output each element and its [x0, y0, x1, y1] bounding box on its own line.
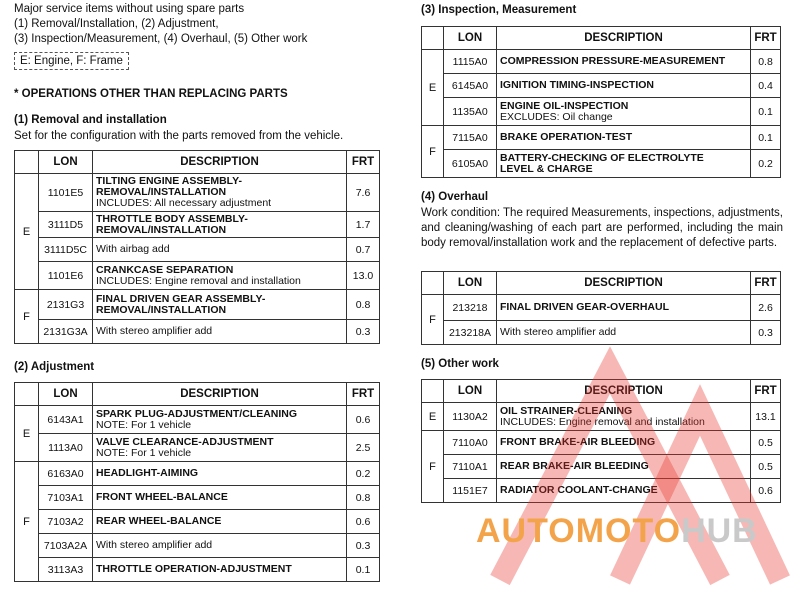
description-note: With airbag add [96, 243, 170, 255]
intro-text [14, 2, 307, 47]
table-header-row [15, 151, 380, 174]
lon-cell: 7103A2A [39, 534, 93, 558]
description-cell [93, 434, 347, 462]
category-cell: E [15, 174, 39, 290]
table-row [422, 431, 781, 455]
description-note: With stereo amplifier add [500, 326, 617, 338]
table-row [15, 212, 380, 238]
category-cell: F [422, 431, 444, 503]
description-note: EXCLUDES: Oil change [500, 110, 613, 123]
header-frt: FRT [347, 151, 380, 174]
description-cell [497, 455, 751, 479]
category-cell: F [422, 295, 444, 345]
description-main: FINAL DRIVEN GEAR ASSEMBLY- [96, 292, 266, 305]
table-row [422, 321, 781, 345]
description-cell [93, 262, 347, 290]
intro-line-1: Major service items without using spare parts [14, 3, 245, 15]
description-main: THROTTLE BODY ASSEMBLY- [96, 212, 248, 225]
description-cell [497, 431, 751, 455]
table-row [422, 98, 781, 126]
description-note: With stereo amplifier add [96, 325, 213, 337]
category-cell: E [422, 403, 444, 431]
description-note: INCLUDES: Engine removal and installation [500, 415, 705, 428]
section-5-title: (5) Other work [421, 358, 499, 370]
description-main: BRAKE OPERATION-TEST [500, 131, 633, 143]
description-main: COMPRESSION PRESSURE-MEASUREMENT [500, 55, 726, 67]
lon-cell: 6145A0 [444, 74, 497, 98]
category-cell: E [15, 406, 39, 462]
frt-cell: 0.2 [347, 462, 380, 486]
description-main-2: REMOVAL/INSTALLATION [96, 223, 227, 236]
watermark-text [476, 512, 758, 551]
frt-cell: 0.1 [751, 98, 781, 126]
frt-cell: 0.3 [751, 321, 781, 345]
description-main: REAR WHEEL-BALANCE [96, 515, 222, 527]
lon-cell: 1151E7 [444, 479, 497, 503]
removal-installation-table [14, 150, 380, 344]
description-main: IGNITION TIMING-INSPECTION [500, 79, 654, 91]
lon-cell: 1113A0 [39, 434, 93, 462]
section-3-title: (3) Inspection, Measurement [421, 4, 577, 16]
section-1-note: Set for the configuration with the parts removed from the vehicle. [14, 130, 344, 142]
table-row [15, 238, 380, 262]
lon-cell: 2131G3A [39, 320, 93, 344]
section-2-title: (2) Adjustment [14, 361, 95, 373]
table-row [422, 295, 781, 321]
description-main-2: LEVEL & CHARGE [500, 162, 593, 175]
frt-cell: 1.7 [347, 212, 380, 238]
description-cell [93, 238, 347, 262]
description-main: REAR BRAKE-AIR BLEEDING [500, 460, 649, 472]
frt-cell: 0.8 [751, 50, 781, 74]
lon-cell: 3113A3 [39, 558, 93, 582]
description-main-2: REMOVAL/INSTALLATION [96, 186, 227, 198]
description-main: VALVE CLEARANCE-ADJUSTMENT [96, 435, 274, 448]
description-cell [497, 479, 751, 503]
table-header-row [15, 383, 380, 406]
description-cell [93, 510, 347, 534]
frt-cell: 0.5 [751, 455, 781, 479]
description-cell [497, 126, 751, 150]
lon-cell: 213218A [444, 321, 497, 345]
other-work-table [421, 379, 781, 503]
frt-cell: 0.3 [347, 534, 380, 558]
lon-cell: 1101E6 [39, 262, 93, 290]
table-header-row [422, 380, 781, 403]
header-lon: LON [444, 27, 497, 50]
description-main: RADIATOR COOLANT-CHANGE [500, 484, 658, 496]
lon-cell: 213218 [444, 295, 497, 321]
frt-cell: 2.6 [751, 295, 781, 321]
table-row [422, 74, 781, 98]
section-4-title: (4) Overhaul [421, 191, 489, 203]
table-row [15, 406, 380, 434]
header-cat [15, 151, 39, 174]
header-description: DESCRIPTION [93, 151, 347, 174]
adjustment-table [14, 382, 380, 582]
table-row [422, 403, 781, 431]
table-row [422, 455, 781, 479]
description-cell [497, 98, 751, 126]
main-heading: * OPERATIONS OTHER THAN REPLACING PARTS [14, 88, 288, 100]
intro-line-3: (3) Inspection/Measurement, (4) Overhaul, (5) Other work [14, 33, 308, 45]
frt-cell: 0.6 [347, 406, 380, 434]
frt-cell: 0.4 [751, 74, 781, 98]
category-cell: E [422, 50, 444, 126]
header-description: DESCRIPTION [497, 380, 751, 403]
frt-cell: 0.1 [751, 126, 781, 150]
description-main-2: REMOVAL/INSTALLATION [96, 303, 227, 316]
header-lon: LON [444, 272, 497, 295]
description-main: CRANKCASE SEPARATION [96, 263, 234, 276]
intro-line-2: (1) Removal/Installation, (2) Adjustment, [14, 18, 219, 30]
header-cat [422, 272, 444, 295]
description-cell [497, 321, 751, 345]
description-main: OIL STRAINER-CLEANING [500, 404, 633, 417]
description-cell [93, 174, 347, 212]
table-row [15, 320, 380, 344]
table-row [15, 462, 380, 486]
table-row [422, 50, 781, 74]
description-cell [497, 50, 751, 74]
description-cell [93, 320, 347, 344]
description-main: HEADLIGHT-AIMING [96, 467, 199, 479]
description-note: INCLUDES: Engine removal and installation [96, 274, 301, 287]
category-cell: F [422, 126, 444, 178]
lon-cell: 3111D5 [39, 212, 93, 238]
table-header-row [422, 272, 781, 295]
frt-cell: 13.1 [751, 403, 781, 431]
frt-cell: 0.3 [347, 320, 380, 344]
description-cell [497, 150, 751, 178]
table-row [15, 434, 380, 462]
table-row [422, 150, 781, 178]
frt-cell: 2.5 [347, 434, 380, 462]
description-main: FINAL DRIVEN GEAR-OVERHAUL [500, 301, 669, 313]
description-cell [497, 295, 751, 321]
description-cell [93, 462, 347, 486]
header-cat [422, 27, 444, 50]
lon-cell: 1130A2 [444, 403, 497, 431]
frt-cell: 0.2 [751, 150, 781, 178]
frt-cell: 7.6 [347, 174, 380, 212]
description-main: SPARK PLUG-ADJUSTMENT/CLEANING [96, 407, 298, 420]
watermark-text-part-2: HUB [681, 512, 758, 550]
lon-cell: 7103A1 [39, 486, 93, 510]
watermark-text-part-1: AUTOMOTO [476, 512, 682, 550]
lon-cell: 1101E5 [39, 174, 93, 212]
frt-cell: 0.7 [347, 238, 380, 262]
section-1-title: (1) Removal and installation [14, 114, 167, 126]
lon-cell: 3111D5C [39, 238, 93, 262]
header-description: DESCRIPTION [497, 272, 751, 295]
lon-cell: 1115A0 [444, 50, 497, 74]
frt-cell: 0.5 [751, 431, 781, 455]
description-main: ENGINE OIL-INSPECTION [500, 99, 629, 112]
header-description: DESCRIPTION [93, 383, 347, 406]
description-note: INCLUDES: All necessary adjustment [96, 197, 272, 209]
description-note: NOTE: For 1 vehicle [96, 418, 192, 431]
header-frt: FRT [751, 380, 781, 403]
description-main: TILTING ENGINE ASSEMBLY- [96, 175, 243, 187]
overhaul-table [421, 271, 781, 345]
frt-cell: 0.6 [347, 510, 380, 534]
header-cat [15, 383, 39, 406]
header-lon: LON [39, 383, 93, 406]
table-header-row [422, 27, 781, 50]
section-4-note: Work condition: The required Measurements, inspections, adjustments, and cleaning/washing of each part are performed, including the main body removal/installation work and the replacement of defective parts. [421, 207, 784, 249]
frt-cell: 0.1 [347, 558, 380, 582]
lon-cell: 6163A0 [39, 462, 93, 486]
description-note: With stereo amplifier add [96, 539, 213, 551]
description-cell [93, 290, 347, 320]
table-row [15, 558, 380, 582]
description-cell [497, 74, 751, 98]
description-cell [93, 486, 347, 510]
description-cell [93, 406, 347, 434]
description-cell [93, 558, 347, 582]
table-row [15, 262, 380, 290]
header-description: DESCRIPTION [497, 27, 751, 50]
frt-cell: 13.0 [347, 262, 380, 290]
description-main: FRONT WHEEL-BALANCE [96, 491, 228, 503]
category-cell: F [15, 462, 39, 582]
table-row [422, 126, 781, 150]
frt-cell: 0.8 [347, 290, 380, 320]
table-row [15, 174, 380, 212]
table-row [15, 290, 380, 320]
description-main: THROTTLE OPERATION-ADJUSTMENT [96, 563, 292, 575]
frt-cell: 0.8 [347, 486, 380, 510]
table-row [15, 486, 380, 510]
header-frt: FRT [751, 27, 781, 50]
header-frt: FRT [347, 383, 380, 406]
code-legend-box: E: Engine, F: Frame [14, 52, 129, 70]
lon-cell: 7110A0 [444, 431, 497, 455]
header-lon: LON [444, 380, 497, 403]
lon-cell: 7110A1 [444, 455, 497, 479]
header-lon: LON [39, 151, 93, 174]
category-cell: F [15, 290, 39, 344]
lon-cell: 1135A0 [444, 98, 497, 126]
lon-cell: 6105A0 [444, 150, 497, 178]
description-note: NOTE: For 1 vehicle [96, 446, 192, 459]
description-main: BATTERY-CHECKING OF ELECTROLYTE [500, 151, 704, 164]
frt-cell: 0.6 [751, 479, 781, 503]
description-main: FRONT BRAKE-AIR BLEEDING [500, 436, 656, 448]
header-frt: FRT [751, 272, 781, 295]
lon-cell: 7103A2 [39, 510, 93, 534]
lon-cell: 2131G3 [39, 290, 93, 320]
table-row [15, 510, 380, 534]
table-row [15, 534, 380, 558]
inspection-table [421, 26, 781, 178]
description-cell [93, 212, 347, 238]
description-cell [93, 534, 347, 558]
description-cell [497, 403, 751, 431]
lon-cell: 6143A1 [39, 406, 93, 434]
table-row [422, 479, 781, 503]
header-cat [422, 380, 444, 403]
lon-cell: 7115A0 [444, 126, 497, 150]
